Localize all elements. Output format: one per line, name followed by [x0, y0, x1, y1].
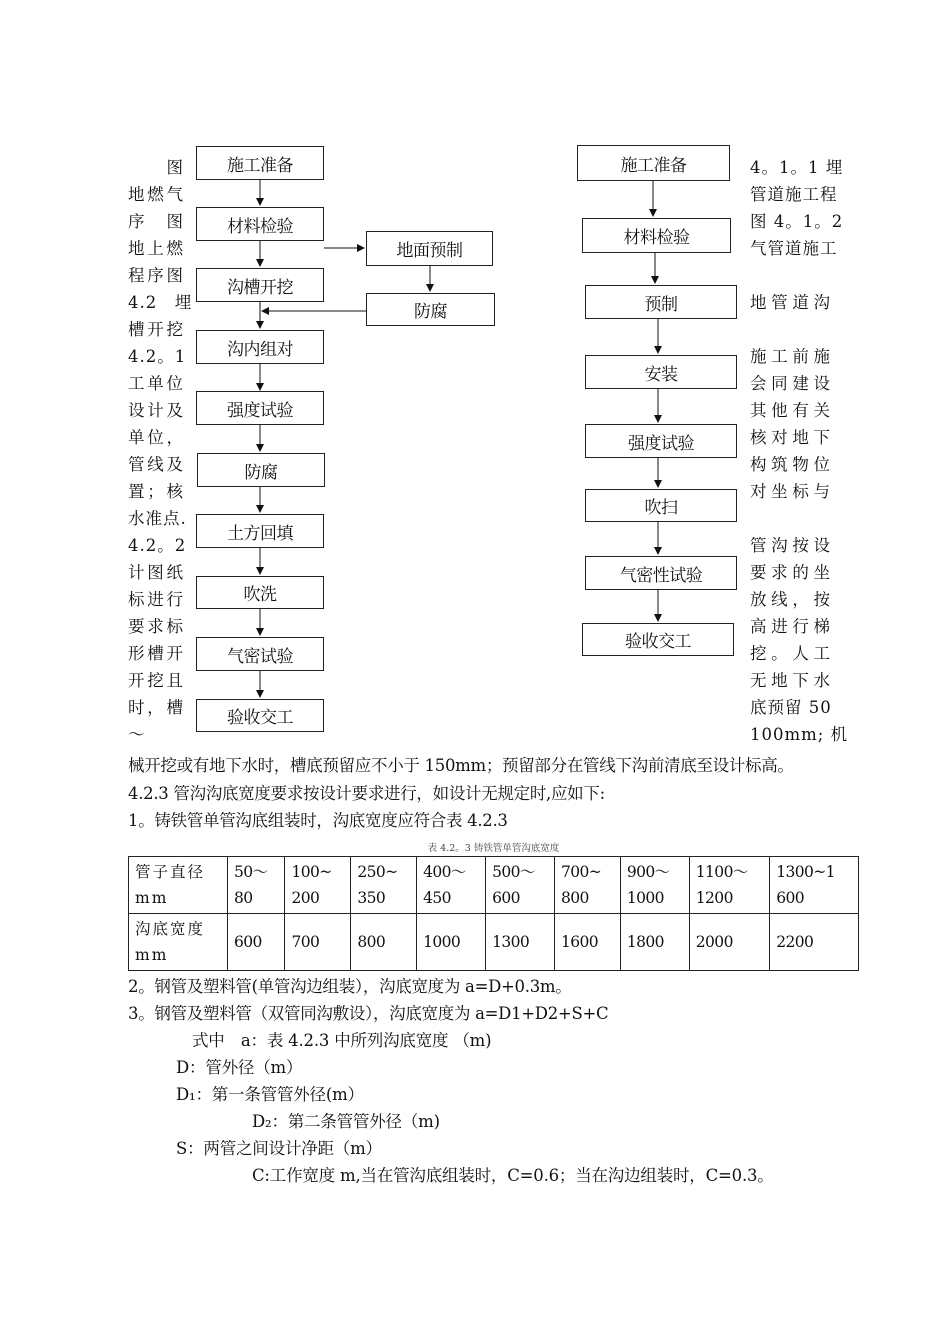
- table-cell: 1000: [417, 914, 486, 971]
- flow-step-strength-test: 强度试验: [196, 391, 324, 425]
- flow-step-gas-tightness-test: 气密性试验: [585, 556, 737, 590]
- right-text-line: 挖。人工: [750, 644, 831, 663]
- right-text-line: 地管道沟: [750, 293, 831, 312]
- table-cell: 600: [228, 914, 285, 971]
- table-cell: 700~ 800: [555, 857, 621, 914]
- table-cell: 1100～ 1200: [689, 857, 769, 914]
- right-text-line: 高进行梯: [750, 617, 831, 636]
- row-header-width: [129, 914, 228, 971]
- right-text-line: 构筑物位: [750, 455, 831, 474]
- flow-step-anticorrosion: 防腐: [197, 453, 325, 487]
- row-header-label: 沟底宽度: [135, 920, 206, 938]
- flow-step-in-trench-assembly: 沟内组对: [196, 330, 324, 364]
- table-cell: 100~ 200: [285, 857, 351, 914]
- right-text-line: 管道施工程: [750, 185, 838, 204]
- row-header-diameter: [129, 857, 228, 914]
- flow-step-side-anticorrosion: 防腐: [366, 293, 495, 326]
- formula-line: D₂：第二条管管外径（m): [252, 1112, 440, 1131]
- right-text-line: 管沟按设: [750, 536, 831, 555]
- table-cell: 800: [351, 914, 417, 971]
- formula-line: D₁：第一条管管外径(m）: [176, 1085, 364, 1104]
- flow-step-strength-test: 强度试验: [585, 424, 737, 458]
- left-text-line: 置；核: [128, 482, 184, 501]
- right-text-line: 无地下水: [750, 671, 831, 690]
- table-cell: 1800: [620, 914, 689, 971]
- formula-line: C:工作宽度 m,当在管沟底组装时，C=0.6；当在沟边组装时，C=0.3。: [252, 1166, 774, 1185]
- flow-step-material-inspection: 材料检验: [582, 218, 731, 253]
- right-text-line: 底预留 50: [750, 698, 832, 717]
- flow-step-construction-prep: 施工准备: [196, 146, 324, 180]
- table-cell: 1300~1 600: [770, 857, 859, 914]
- left-text-line: 时，槽: [128, 698, 184, 717]
- flow-step-trench-excavation: 沟槽开挖: [196, 268, 324, 302]
- formula-line: D：管外径（m）: [176, 1058, 303, 1077]
- left-text-line: 地燃气: [128, 185, 184, 204]
- table-row-diameter: [129, 857, 859, 914]
- left-text-line: ～: [128, 725, 146, 744]
- body-paragraph: 1。铸铁管单管沟底组装时，沟底宽度应符合表 4.2.3: [128, 811, 508, 830]
- body-paragraph: 械开挖或有地下水时，槽底预留应不小于 150mm；预留部分在管线下沟前清底至设计标高。: [128, 756, 794, 775]
- flow-step-gas-tightness-test: 气密试验: [196, 637, 324, 671]
- table-cell: 400～ 450: [417, 857, 486, 914]
- formula-line: S：两管之间设计净距（m）: [176, 1139, 382, 1158]
- left-text-line: 槽开挖: [128, 320, 184, 339]
- flow-step-blow-wash: 吹洗: [196, 576, 324, 609]
- body-paragraph: 3。钢管及塑料管（双管同沟敷设），沟底宽度为 a=D1+D2+S+C: [128, 1004, 609, 1023]
- left-text-line: 4.2。2: [128, 536, 187, 555]
- row-header-label: 管子直径: [135, 863, 206, 881]
- right-text-line: 对坐标与: [750, 482, 831, 501]
- row-header-unit: mm: [135, 889, 169, 907]
- flow-step-material-inspection: 材料检验: [196, 207, 324, 241]
- left-text-line: 开挖且: [128, 671, 184, 690]
- right-text-line: 要求的坐: [750, 563, 831, 582]
- table-caption: 表 4.2。3 铸铁管单管沟底宽度: [427, 843, 560, 854]
- right-text-line: 气管道施工: [750, 239, 838, 258]
- right-text-line: 100mm; 机: [750, 725, 849, 744]
- left-text-line: 计图纸: [128, 563, 184, 582]
- left-text-line: 程序图: [128, 266, 184, 285]
- table-cell: 1300: [486, 914, 555, 971]
- table-cell: 2200: [770, 914, 859, 971]
- left-text-line: 管线及: [128, 455, 184, 474]
- left-text-line: 4.2 埋: [128, 293, 193, 312]
- table-cell: 50～ 80: [228, 857, 285, 914]
- table-cell: 1600: [555, 914, 621, 971]
- table-row-width: [129, 914, 859, 971]
- table-cell: 700: [285, 914, 351, 971]
- formula-line: 式中 a：表 4.2.3 中所列沟底宽度 （m): [192, 1031, 492, 1050]
- right-text-line: 其他有关: [750, 401, 831, 420]
- section-heading-4-2-3: 4.2.3 管沟沟底宽度要求按设计要求进行，如设计无规定时,应如下:: [128, 784, 605, 803]
- flow-step-acceptance-handover: 验收交工: [582, 623, 734, 656]
- row-header-unit: mm: [135, 946, 169, 964]
- table-cell: 2000: [689, 914, 769, 971]
- flow-step-acceptance-handover: 验收交工: [196, 699, 324, 732]
- left-text-line: 形槽开: [128, 644, 184, 663]
- table-cell: 250~ 350: [351, 857, 417, 914]
- left-text-line: 水准点.: [128, 509, 187, 528]
- table-cell: 900～ 1000: [620, 857, 689, 914]
- left-text-line: 标进行: [128, 590, 184, 609]
- left-text-line: 地上燃: [128, 239, 184, 258]
- flow-step-ground-prefab: 地面预制: [366, 231, 493, 266]
- left-text-line: 图: [166, 158, 184, 177]
- table-cell: 500～ 600: [486, 857, 555, 914]
- flow-step-prefab: 预制: [585, 285, 737, 319]
- left-text-line: 4.2。1: [128, 347, 187, 366]
- left-text-line: 序 图: [128, 212, 184, 231]
- left-text-line: 单位，: [128, 428, 184, 447]
- right-text-line: 会同建设: [750, 374, 831, 393]
- right-text-line: 核对地下: [750, 428, 831, 447]
- left-text-line: 要求标: [128, 617, 184, 636]
- right-text-line: 图 4。1。2: [750, 212, 844, 231]
- left-text-line: 设计及: [128, 401, 184, 420]
- trench-width-table: [128, 856, 859, 971]
- left-text-line: 工单位: [128, 374, 184, 393]
- flow-step-construction-prep: 施工准备: [577, 145, 730, 181]
- right-text-line: 放线，按: [750, 590, 831, 609]
- flow-step-installation: 安装: [585, 355, 737, 389]
- body-paragraph: 2。钢管及塑料管(单管沟边组装），沟底宽度为 a=D+0.3m。: [128, 977, 572, 996]
- right-text-line: 4。1。1 埋: [750, 158, 844, 177]
- right-text-line: 施工前施: [750, 347, 831, 366]
- flow-step-backfill: 土方回填: [196, 514, 324, 548]
- flow-step-purge: 吹扫: [585, 489, 737, 522]
